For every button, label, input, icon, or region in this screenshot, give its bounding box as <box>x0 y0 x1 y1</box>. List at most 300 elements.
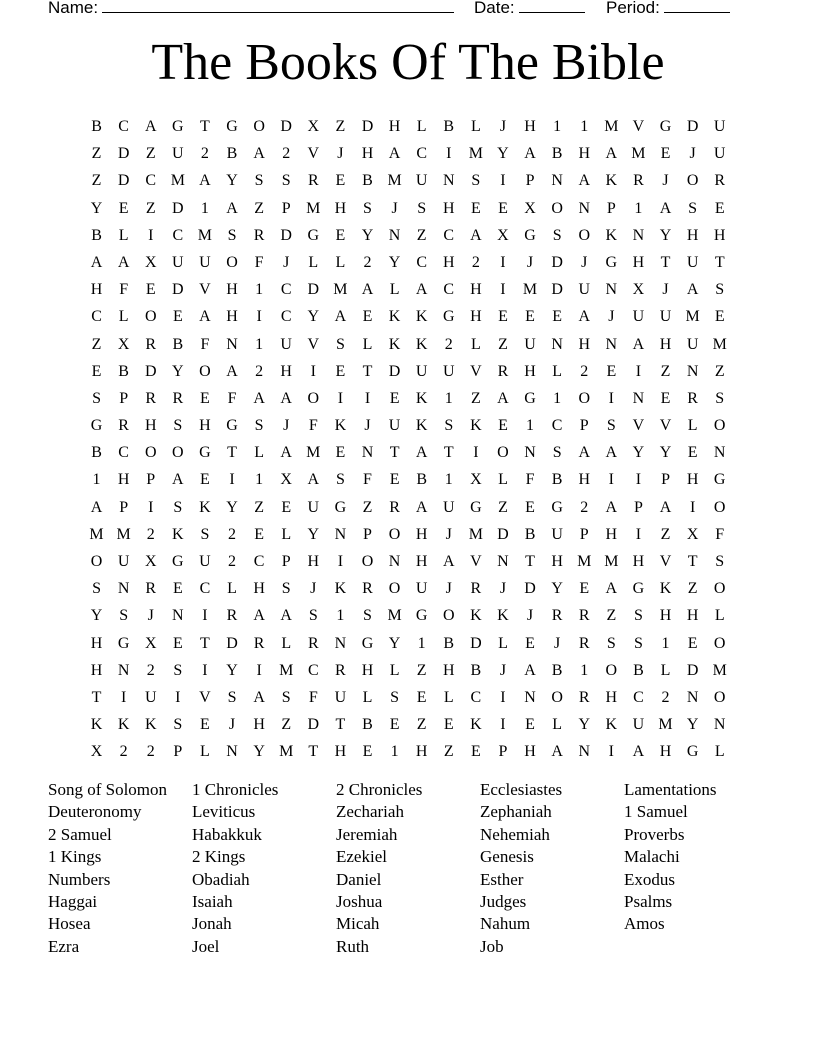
grid-letter[interactable]: Y <box>632 444 645 462</box>
grid-letter[interactable]: Y <box>172 362 184 380</box>
grid-letter[interactable]: R <box>578 688 590 706</box>
grid-letter[interactable]: F <box>308 417 318 435</box>
grid-letter[interactable]: N <box>686 688 699 706</box>
grid-letter[interactable]: Z <box>254 498 264 516</box>
grid-letter[interactable]: D <box>686 118 699 135</box>
grid-letter[interactable]: 1 <box>526 417 535 435</box>
grid-letter[interactable]: U <box>578 281 591 299</box>
grid-letter[interactable]: O <box>172 444 184 462</box>
grid-letter[interactable]: N <box>713 444 726 462</box>
grid-letter[interactable]: K <box>470 417 482 435</box>
grid-letter[interactable]: L <box>118 226 129 244</box>
grid-letter[interactable]: J <box>147 607 154 625</box>
grid-letter[interactable]: X <box>686 525 699 543</box>
grid-letter[interactable]: I <box>473 444 479 462</box>
grid-letter[interactable]: E <box>335 172 346 190</box>
grid-letter[interactable]: M <box>577 553 592 570</box>
grid-letter[interactable]: A <box>497 389 509 407</box>
grid-letter[interactable]: R <box>145 389 157 407</box>
grid-letter[interactable]: 1 <box>92 471 101 489</box>
grid-letter[interactable]: 1 <box>580 118 589 135</box>
grid-letter[interactable]: A <box>280 607 292 625</box>
grid-letter[interactable]: N <box>686 362 699 380</box>
grid-letter[interactable]: O <box>713 417 726 435</box>
grid-letter[interactable]: D <box>172 199 184 217</box>
grid-letter[interactable]: S <box>633 607 643 625</box>
grid-letter[interactable]: E <box>687 634 698 652</box>
grid-letter[interactable]: H <box>90 281 103 299</box>
grid-letter[interactable]: Z <box>91 145 102 163</box>
grid-letter[interactable]: A <box>578 444 591 462</box>
grid-letter[interactable]: L <box>470 335 481 353</box>
grid-letter[interactable]: B <box>551 145 563 163</box>
grid-letter[interactable]: S <box>688 199 698 217</box>
grid-letter[interactable]: I <box>256 308 262 326</box>
grid-letter[interactable]: U <box>659 308 672 326</box>
grid-letter[interactable]: A <box>524 661 536 679</box>
grid-letter[interactable]: A <box>172 471 184 489</box>
grid-letter[interactable]: Y <box>361 226 374 244</box>
grid-letter[interactable]: I <box>337 389 344 407</box>
grid-letter[interactable]: G <box>551 498 563 516</box>
grid-letter[interactable]: N <box>632 226 645 244</box>
grid-letter[interactable]: A <box>605 444 618 462</box>
grid-letter[interactable]: B <box>91 444 102 462</box>
grid-letter[interactable]: A <box>199 308 211 326</box>
grid-letter[interactable]: M <box>468 145 483 163</box>
grid-letter[interactable]: V <box>632 417 645 435</box>
grid-letter[interactable]: E <box>200 716 210 734</box>
grid-letter[interactable]: K <box>388 335 401 353</box>
grid-letter[interactable]: U <box>415 580 428 598</box>
grid-letter[interactable]: S <box>715 389 725 407</box>
grid-letter[interactable]: H <box>470 281 482 299</box>
grid-letter[interactable]: A <box>280 444 292 462</box>
grid-letter[interactable]: E <box>579 580 590 598</box>
grid-letter[interactable]: X <box>144 253 157 271</box>
grid-letter[interactable]: E <box>498 308 508 326</box>
grid-letter[interactable]: M <box>604 553 619 570</box>
grid-letter[interactable]: A <box>253 389 265 407</box>
grid-letter[interactable]: S <box>471 172 481 190</box>
grid-letter[interactable]: S <box>92 389 101 407</box>
grid-letter[interactable]: T <box>362 362 373 380</box>
grid-letter[interactable]: P <box>281 553 291 570</box>
grid-letter[interactable]: 1 <box>553 389 562 407</box>
grid-letter[interactable]: T <box>525 553 535 570</box>
grid-letter[interactable]: J <box>337 145 344 163</box>
grid-letter[interactable]: I <box>500 172 506 190</box>
grid-letter[interactable]: D <box>117 172 130 190</box>
grid-letter[interactable]: O <box>388 580 401 598</box>
grid-letter[interactable]: G <box>713 471 726 489</box>
grid-letter[interactable]: B <box>443 634 455 652</box>
grid-letter[interactable]: K <box>334 580 347 598</box>
grid-letter[interactable]: D <box>524 580 536 598</box>
grid-letter[interactable]: B <box>551 661 563 679</box>
grid-letter[interactable]: S <box>227 226 237 244</box>
grid-letter[interactable]: D <box>117 145 130 163</box>
grid-letter[interactable]: D <box>172 281 184 299</box>
grid-letter[interactable]: Z <box>416 226 427 244</box>
grid-letter[interactable]: J <box>608 308 615 326</box>
grid-letter[interactable]: L <box>714 607 725 625</box>
period-blank-line[interactable] <box>664 0 730 13</box>
grid-letter[interactable]: H <box>524 118 536 135</box>
grid-letter[interactable]: 1 <box>661 634 670 652</box>
grid-letter[interactable]: 1 <box>255 471 264 489</box>
grid-letter[interactable]: I <box>202 607 208 625</box>
grid-letter[interactable]: I <box>310 362 316 380</box>
grid-letter[interactable]: S <box>552 444 562 462</box>
grid-letter[interactable]: S <box>173 661 183 679</box>
grid-letter[interactable]: K <box>415 417 428 435</box>
grid-letter[interactable]: C <box>551 417 563 435</box>
grid-letter[interactable]: S <box>254 172 264 190</box>
grid-letter[interactable]: P <box>633 498 643 516</box>
grid-letter[interactable]: G <box>334 498 347 516</box>
grid-letter[interactable]: L <box>498 471 508 489</box>
grid-letter[interactable]: Z <box>660 362 671 380</box>
grid-letter[interactable]: E <box>335 444 346 462</box>
grid-letter[interactable]: Y <box>388 634 401 652</box>
grid-letter[interactable]: R <box>307 172 319 190</box>
grid-letter[interactable]: A <box>605 580 618 598</box>
grid-letter[interactable]: H <box>253 716 265 734</box>
grid-letter[interactable]: G <box>632 580 645 598</box>
grid-letter[interactable]: B <box>172 335 184 353</box>
grid-letter[interactable]: B <box>551 471 563 489</box>
grid-letter[interactable]: 1 <box>200 199 209 217</box>
grid-letter[interactable]: P <box>498 743 508 761</box>
grid-letter[interactable]: M <box>712 661 727 679</box>
grid-letter[interactable]: R <box>714 172 726 190</box>
grid-letter[interactable]: R <box>578 607 590 625</box>
grid-letter[interactable]: A <box>551 743 563 761</box>
grid-letter[interactable]: E <box>172 308 183 326</box>
grid-letter[interactable]: G <box>117 634 130 652</box>
grid-letter[interactable]: A <box>307 471 320 489</box>
grid-letter[interactable]: Y <box>226 498 238 516</box>
grid-letter[interactable]: S <box>200 525 210 543</box>
grid-letter[interactable]: G <box>172 118 184 135</box>
grid-letter[interactable]: S <box>552 226 562 244</box>
grid-letter[interactable]: M <box>712 335 727 353</box>
grid-letter[interactable]: 1 <box>255 281 264 299</box>
grid-letter[interactable]: N <box>388 553 401 570</box>
grid-letter[interactable]: E <box>200 389 210 407</box>
grid-letter[interactable]: T <box>443 444 454 462</box>
grid-letter[interactable]: Z <box>281 716 292 734</box>
grid-letter[interactable]: N <box>524 688 536 706</box>
grid-letter[interactable]: T <box>687 553 698 570</box>
grid-letter[interactable]: 1 <box>580 661 589 679</box>
grid-letter[interactable]: U <box>117 553 130 570</box>
grid-letter[interactable]: I <box>364 389 371 407</box>
grid-letter[interactable]: J <box>689 145 696 163</box>
grid-letter[interactable]: J <box>283 417 290 435</box>
grid-letter[interactable]: 2 <box>661 688 670 706</box>
grid-letter[interactable]: V <box>659 417 672 435</box>
grid-letter[interactable]: I <box>500 716 506 734</box>
grid-letter[interactable]: 2 <box>255 362 264 380</box>
grid-letter[interactable]: A <box>253 607 265 625</box>
grid-letter[interactable]: N <box>334 525 347 543</box>
grid-letter[interactable]: C <box>416 145 427 163</box>
grid-letter[interactable]: V <box>199 688 211 706</box>
grid-letter[interactable]: R <box>389 498 400 516</box>
grid-letter[interactable]: H <box>226 308 238 326</box>
grid-letter[interactable]: L <box>443 688 454 706</box>
grid-letter[interactable]: S <box>335 471 345 489</box>
grid-letter[interactable]: A <box>578 172 591 190</box>
grid-letter[interactable]: N <box>172 607 184 625</box>
grid-letter[interactable]: U <box>199 253 211 271</box>
grid-letter[interactable]: L <box>118 308 129 326</box>
grid-letter[interactable]: 1 <box>417 634 426 652</box>
grid-letter[interactable]: J <box>499 661 507 679</box>
grid-letter[interactable]: I <box>635 362 642 380</box>
grid-letter[interactable]: B <box>443 118 455 135</box>
grid-letter[interactable]: 2 <box>146 661 155 679</box>
grid-letter[interactable]: 2 <box>228 525 237 543</box>
grid-letter[interactable]: H <box>415 525 428 543</box>
date-blank-line[interactable] <box>519 0 585 13</box>
grid-letter[interactable]: E <box>389 716 400 734</box>
grid-letter[interactable]: N <box>551 335 563 353</box>
grid-letter[interactable]: D <box>388 362 401 380</box>
grid-letter[interactable]: I <box>148 498 154 516</box>
grid-letter[interactable]: C <box>199 580 211 598</box>
grid-letter[interactable]: P <box>525 172 535 190</box>
grid-letter[interactable]: E <box>498 417 508 435</box>
grid-letter[interactable]: A <box>253 145 265 163</box>
grid-letter[interactable]: Y <box>90 607 103 625</box>
grid-letter[interactable]: X <box>524 199 536 217</box>
grid-letter[interactable]: R <box>497 362 509 380</box>
grid-letter[interactable]: S <box>173 498 183 516</box>
grid-letter[interactable]: A <box>659 199 672 217</box>
grid-letter[interactable]: V <box>307 145 320 163</box>
grid-letter[interactable]: D <box>551 253 563 271</box>
grid-letter[interactable]: O <box>578 389 591 407</box>
grid-letter[interactable]: I <box>635 471 642 489</box>
grid-letter[interactable]: I <box>500 688 506 706</box>
grid-letter[interactable]: M <box>306 199 321 217</box>
grid-letter[interactable]: Y <box>659 226 672 244</box>
grid-letter[interactable]: S <box>606 634 616 652</box>
grid-letter[interactable]: F <box>200 335 210 353</box>
grid-letter[interactable]: N <box>605 281 618 299</box>
grid-letter[interactable]: A <box>361 281 374 299</box>
grid-letter[interactable]: Z <box>335 118 346 135</box>
grid-letter[interactable]: D <box>280 118 292 135</box>
grid-letter[interactable]: S <box>715 281 725 299</box>
grid-letter[interactable]: H <box>253 580 265 598</box>
grid-letter[interactable]: 1 <box>390 743 399 761</box>
grid-letter[interactable]: S <box>281 580 291 598</box>
grid-letter[interactable]: D <box>470 634 482 652</box>
grid-letter[interactable]: A <box>226 362 238 380</box>
grid-letter[interactable]: B <box>118 362 129 380</box>
grid-letter[interactable]: H <box>578 145 591 163</box>
grid-letter[interactable]: 2 <box>119 743 128 761</box>
grid-letter[interactable]: M <box>387 172 402 190</box>
grid-letter[interactable]: N <box>226 743 238 761</box>
grid-letter[interactable]: A <box>415 281 428 299</box>
grid-letter[interactable]: C <box>280 281 292 299</box>
grid-letter[interactable]: B <box>633 661 644 679</box>
grid-letter[interactable]: H <box>90 634 103 652</box>
grid-letter[interactable]: I <box>635 525 642 543</box>
grid-letter[interactable]: J <box>445 580 452 598</box>
grid-letter[interactable]: R <box>145 335 157 353</box>
grid-letter[interactable]: Z <box>145 145 156 163</box>
grid-letter[interactable]: J <box>662 172 669 190</box>
grid-letter[interactable]: Z <box>498 335 508 353</box>
grid-letter[interactable]: U <box>199 553 211 570</box>
grid-letter[interactable]: R <box>633 172 644 190</box>
grid-letter[interactable]: D <box>226 634 238 652</box>
grid-letter[interactable]: R <box>578 634 590 652</box>
grid-letter[interactable]: P <box>173 743 183 761</box>
grid-letter[interactable]: Y <box>226 661 238 679</box>
grid-letter[interactable]: M <box>685 308 700 326</box>
grid-letter[interactable]: I <box>229 471 235 489</box>
grid-letter[interactable]: A <box>415 444 428 462</box>
grid-letter[interactable]: I <box>608 743 614 761</box>
grid-letter[interactable]: P <box>579 417 589 435</box>
grid-letter[interactable]: O <box>497 444 509 462</box>
grid-letter[interactable]: S <box>254 417 264 435</box>
grid-letter[interactable]: O <box>226 253 238 271</box>
grid-letter[interactable]: N <box>334 634 347 652</box>
grid-letter[interactable]: T <box>335 716 346 734</box>
grid-letter[interactable]: A <box>90 253 103 271</box>
grid-letter[interactable]: H <box>442 199 455 217</box>
grid-letter[interactable]: E <box>389 471 400 489</box>
grid-letter[interactable]: 1 <box>444 471 453 489</box>
grid-letter[interactable]: A <box>659 498 672 516</box>
grid-letter[interactable]: A <box>524 145 536 163</box>
grid-letter[interactable]: H <box>632 553 645 570</box>
grid-letter[interactable]: 2 <box>282 145 291 163</box>
grid-letter[interactable]: D <box>497 525 509 543</box>
grid-letter[interactable]: L <box>227 580 237 598</box>
grid-letter[interactable]: Z <box>416 661 427 679</box>
grid-letter[interactable]: N <box>442 172 455 190</box>
grid-letter[interactable]: U <box>442 362 455 380</box>
grid-letter[interactable]: L <box>389 661 400 679</box>
grid-letter[interactable]: C <box>470 688 482 706</box>
grid-letter[interactable]: Z <box>91 335 102 353</box>
grid-letter[interactable]: U <box>632 308 645 326</box>
grid-letter[interactable]: Z <box>254 199 264 217</box>
grid-letter[interactable]: D <box>280 226 292 244</box>
grid-letter[interactable]: C <box>307 661 319 679</box>
grid-letter[interactable]: E <box>362 743 373 761</box>
grid-letter[interactable]: S <box>308 607 318 625</box>
grid-letter[interactable]: H <box>442 253 455 271</box>
grid-letter[interactable]: P <box>281 199 291 217</box>
grid-letter[interactable]: J <box>581 253 588 271</box>
grid-letter[interactable]: I <box>446 145 452 163</box>
grid-letter[interactable]: T <box>714 253 725 271</box>
grid-letter[interactable]: A <box>226 199 238 217</box>
grid-letter[interactable]: H <box>307 553 320 570</box>
date-field[interactable] <box>474 0 585 18</box>
grid-letter[interactable]: R <box>335 661 346 679</box>
grid-letter[interactable]: O <box>605 661 618 679</box>
grid-letter[interactable]: J <box>310 580 317 598</box>
grid-letter[interactable]: 2 <box>471 253 480 271</box>
grid-letter[interactable]: F <box>715 525 725 543</box>
grid-letter[interactable]: E <box>470 743 481 761</box>
grid-letter[interactable]: E <box>525 716 535 734</box>
grid-letter[interactable]: Y <box>307 308 320 326</box>
grid-letter[interactable]: U <box>632 716 645 734</box>
grid-letter[interactable]: 1 <box>553 118 562 135</box>
grid-letter[interactable]: U <box>334 688 347 706</box>
grid-letter[interactable]: Y <box>659 444 672 462</box>
grid-letter[interactable]: Y <box>578 716 591 734</box>
grid-letter[interactable]: Y <box>551 580 563 598</box>
grid-letter[interactable]: U <box>713 118 726 135</box>
grid-letter[interactable]: K <box>172 525 184 543</box>
grid-letter[interactable]: K <box>605 716 618 734</box>
grid-letter[interactable]: N <box>497 553 509 570</box>
grid-letter[interactable]: 1 <box>336 607 345 625</box>
grid-letter[interactable]: E <box>254 525 264 543</box>
grid-letter[interactable]: L <box>660 661 671 679</box>
grid-letter[interactable]: B <box>524 525 536 543</box>
grid-letter[interactable]: Y <box>497 145 509 163</box>
grid-letter[interactable]: Y <box>253 743 265 761</box>
grid-letter[interactable]: U <box>686 253 699 271</box>
grid-letter[interactable]: S <box>606 417 616 435</box>
grid-letter[interactable]: 2 <box>580 498 589 516</box>
grid-letter[interactable]: J <box>526 607 534 625</box>
grid-letter[interactable]: M <box>522 281 538 299</box>
grid-letter[interactable]: I <box>202 661 208 679</box>
grid-letter[interactable]: C <box>633 688 644 706</box>
grid-letter[interactable]: Z <box>470 389 481 407</box>
grid-letter[interactable]: P <box>146 471 156 489</box>
grid-letter[interactable]: X <box>497 226 509 244</box>
grid-letter[interactable]: I <box>689 498 696 516</box>
grid-letter[interactable]: G <box>361 634 374 652</box>
grid-letter[interactable]: Y <box>226 172 238 190</box>
grid-letter[interactable]: 2 <box>363 253 372 271</box>
grid-letter[interactable]: M <box>116 525 131 543</box>
grid-letter[interactable]: S <box>92 580 101 598</box>
grid-letter[interactable]: G <box>226 417 238 435</box>
grid-letter[interactable]: E <box>660 145 671 163</box>
grid-letter[interactable]: E <box>470 199 481 217</box>
grid-letter[interactable]: E <box>281 498 292 516</box>
grid-letter[interactable]: F <box>227 389 237 407</box>
grid-letter[interactable]: U <box>686 335 699 353</box>
grid-letter[interactable]: L <box>389 281 400 299</box>
grid-letter[interactable]: H <box>632 253 645 271</box>
grid-letter[interactable]: E <box>172 580 183 598</box>
grid-letter[interactable]: A <box>442 553 455 570</box>
grid-letter[interactable]: H <box>686 471 699 489</box>
grid-letter[interactable]: M <box>658 716 673 734</box>
grid-letter[interactable]: B <box>362 716 373 734</box>
grid-letter[interactable]: S <box>363 199 372 217</box>
grid-letter[interactable]: S <box>173 417 183 435</box>
